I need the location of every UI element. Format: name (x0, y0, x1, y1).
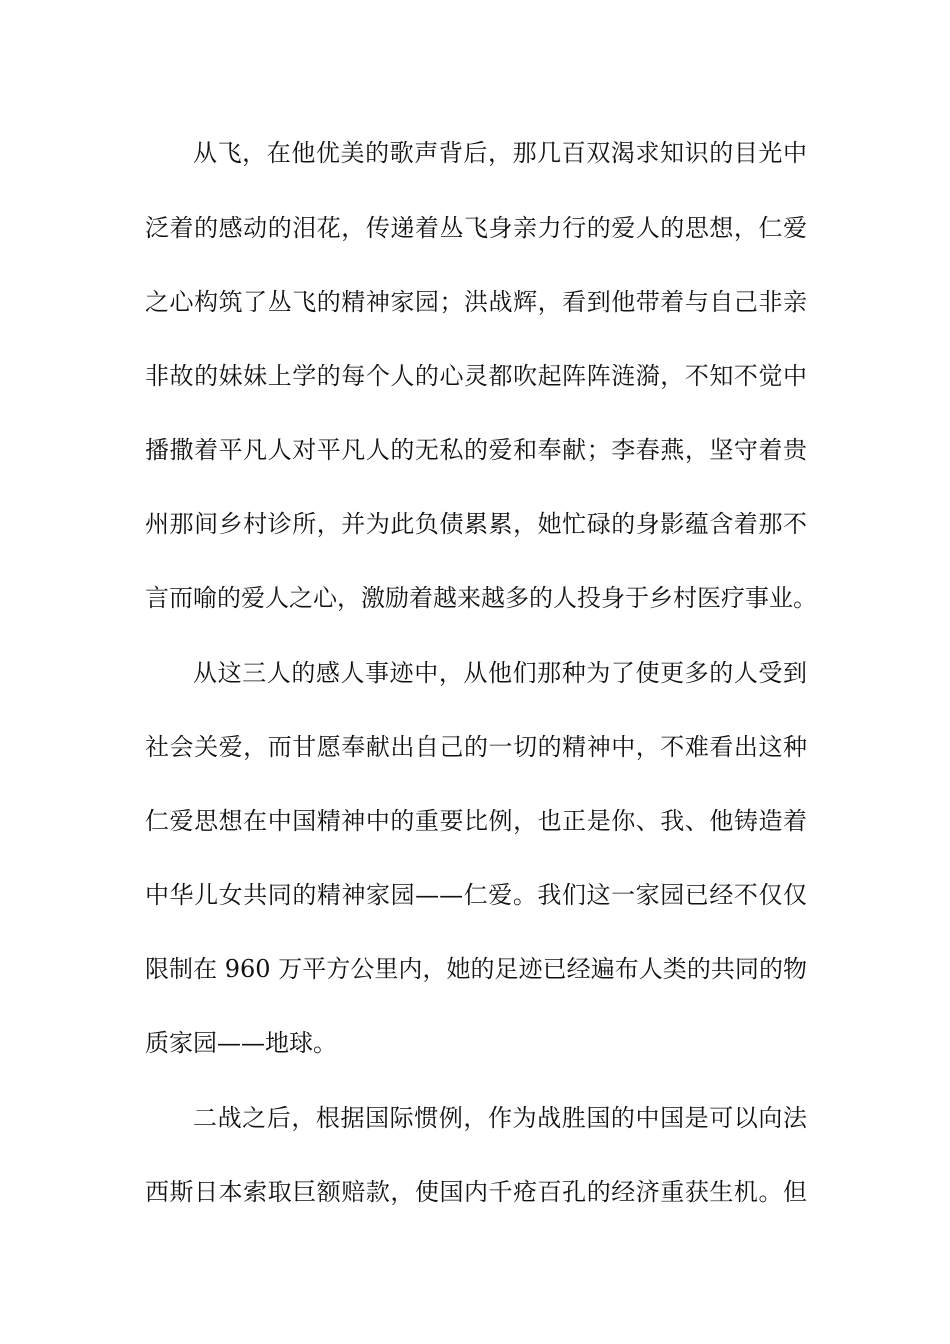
paragraph-1-line-3: 之心构筑了丛飞的精神家园；洪战辉，看到他带着与自己非亲 (145, 288, 807, 316)
paragraph-2-line-5: 限制在 960 万平方公里内，她的足迹已经遍布人类的共同的物 (145, 955, 807, 983)
paragraph-1-line-4: 非故的妹妹上学的每个人的心灵都吹起阵阵涟漪，不知不觉中 (145, 362, 807, 390)
paragraph-1-line-2: 泛着的感动的泪花，传递着丛飞身亲力行的爱人的思想，仁爱 (145, 214, 807, 242)
paragraph-2-line-4: 中华儿女共同的精神家园——仁爱。我们这一家园已经不仅仅 (145, 881, 807, 909)
paragraph-1-line-6: 州那间乡村诊所，并为此负债累累，她忙碌的身影蕴含着那不 (145, 510, 807, 538)
paragraph-1-line-7: 言而喻的爱人之心，激励着越来越多的人投身于乡村医疗事业。 (145, 584, 817, 612)
paragraph-2-line-2: 社会关爱，而甘愿奉献出自己的一切的精神中，不难看出这种 (145, 733, 807, 761)
paragraph-3-line-1: 二战之后，根据国际惯例，作为战胜国的中国是可以向法 (193, 1104, 807, 1132)
paragraph-2-line-3: 仁爱思想在中国精神中的重要比例，也正是你、我、他铸造着 (145, 807, 807, 835)
paragraph-1-line-1: 从飞，在他优美的歌声背后，那几百双渴求知识的目光中 (193, 139, 807, 167)
paragraph-3-line-2: 西斯日本索取巨额赔款，使国内千疮百孔的经济重获生机。但 (145, 1178, 807, 1206)
paragraph-1-line-5: 播撒着平凡人对平凡人的无私的爱和奉献；李春燕，坚守着贵 (145, 436, 807, 464)
paragraph-2-line-6: 质家园——地球。 (145, 1029, 337, 1057)
paragraph-2-line-1: 从这三人的感人事迹中，从他们那种为了使更多的人受到 (193, 659, 807, 687)
